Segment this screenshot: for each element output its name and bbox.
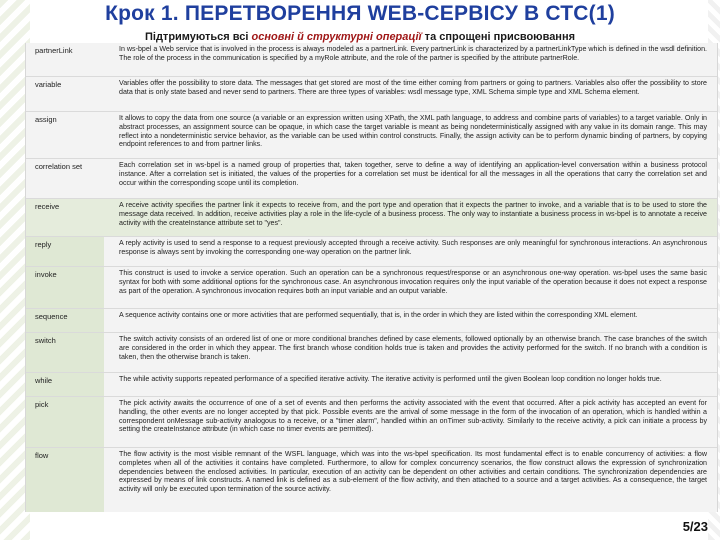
subtitle-text-start: Підтримуються всі — [144, 31, 252, 43]
row-description: It allows to copy the data from one source (a variable or an expression written using XPath, the XML path language, to address and combine parts of variables) to a target variable. Only in abstract processes, an assignment source can be opaque, in which case the target variable is meant as being nondeterministically assigned with any value in its domain range. This may reflect into a nondeterministic service behavior, as the variable can be used within control constructs. Finally, the assign activity can be to perform dynamic binding of partners, by copying endpoint references to and from partner links. — [119, 114, 707, 149]
row-term: flow — [35, 451, 49, 460]
bpel-constructs-table — [25, 43, 718, 512]
row-description: Each correlation set in ws-bpel is a named group of properties that, taken together, serve to define a way of identifying an application-level conversation within a business protocol instance. After a correlation set is initiated, the values of the properties for a correlation set must be identical for all the messages in all the operations that carry the correlation set and occur within the corresponding scope until its completion. — [119, 161, 707, 187]
row-term: reply — [35, 240, 52, 249]
row-term: invoke — [35, 270, 57, 279]
subtitle-text-end: та спрощені присвоювання — [421, 31, 576, 43]
page-number: 5/23 — [682, 519, 708, 534]
row-term: receive — [35, 202, 60, 211]
table-row-switch — [26, 332, 717, 372]
row-term: assign — [35, 115, 57, 124]
table-row-assign — [26, 111, 717, 158]
row-description: Variables offer the possibility to store data. The messages that get stored are most of the time either coming from partners or going to partners. Variables also offer the possibility to store data that is only state based and never send to partners. There are three types of variables: wsdl message type, XML Schema simple type and XML Schema element. — [119, 79, 707, 96]
table-row-reply — [26, 236, 717, 266]
table-row-partnerlink — [26, 43, 717, 76]
table-row-sequence — [26, 308, 717, 332]
row-term: pick — [35, 400, 49, 409]
subtitle-emphasis: основні й структурні операції — [251, 31, 422, 43]
row-term: switch — [35, 336, 56, 345]
row-description: A reply activity is used to send a response to a request previously accepted through a receive activity. Such responses are only meaningful for synchronous interactions. An asynchronous response is always sent by invoking the corresponding one-way operation on the partner link. — [119, 239, 707, 256]
row-description: The flow activity is the most visible remnant of the WSFL language, which was into the ws-bpel specification. Its most fundamental effect is to enable concurrency of activities: a flow completes when all of the activities it contains have completed. Furthermore, to allow for complex concurrency scenarios, the flow construct allows the expression of synchronization dependencies between the enclosed activities. In particular, execution of an activity can be dependent on other activities and certain conditions. The synchronization dependencies are expressed by means of link constructs. A named link is defined as a sub-element of the flow activity, and then attached to a source and a target activities. As a consequence, the target activity will only be executed upon termination of the source activity. — [119, 450, 707, 494]
row-term: while — [35, 376, 53, 385]
row-description: The switch activity consists of an ordered list of one or more conditional branches defined by case elements, followed optionally by an otherwise branch. The case branches of the switch are considered in the order in which they appear. The first branch whose condition holds true is taken and provides the activity performed for the switch. If no branch with a condition is taken, then the otherwise branch is taken. — [119, 335, 707, 361]
row-description: The pick activity awaits the occurrence of one of a set of events and then performs the activity associated with the event that occurred. After a pick activity has accepted an event for handling, the other events are no longer accepted by that pick. Possible events are the arrival of some message in the form of the invocation of an operation, which is handled within a correspondent onMessage sub-activity analogous to a receive, or a "timer alarm", handled within an onTimer sub-activity. Similarly to the receive activity, a pick can initiate a process by setting the createInstance attribute (in which case no timer events are permitted). — [119, 399, 707, 434]
table-row-variable — [26, 76, 717, 111]
row-term: partnerLink — [35, 46, 73, 55]
row-description: A receive activity specifies the partner link it expects to receive from, and the port type and operation that it expects the partner to invoke, and a variable that is to be used to store the message data received. In addition, receive activities play a role in the life-cycle of a business process. The only way to instantiate a business process in ws-bpel is to annotate a receive activity with the createInstance attribute set to "yes". — [119, 201, 707, 227]
row-term: sequence — [35, 312, 68, 321]
row-description: A sequence activity contains one or more activities that are performed sequentially, that is, in the order in which they are listed within the corresponding XML element. — [119, 311, 638, 319]
row-term: variable — [35, 80, 62, 89]
table-row-invoke — [26, 266, 717, 308]
slide-title: Крок 1. ПЕРЕТВОРЕННЯ WEB-СЕРВІСУ В СТС(1) — [105, 2, 615, 25]
table-row-flow — [26, 447, 717, 512]
row-description: This construct is used to invoke a service operation. Such an operation can be a synchronous request/response or an asynchronous one-way operation. ws-bpel uses the same basic syntax for both with some additional options for the synchronous case. An asynchronous invocation requires only the input variable of the operation because it does not expect a response as part of the operation. A synchronous invocation requires both an input variable and an output variable. — [119, 269, 707, 295]
table-row-receive — [26, 198, 717, 236]
table-row-while — [26, 372, 717, 396]
table-row-pick — [26, 396, 717, 447]
row-term: correlation set — [35, 162, 83, 171]
row-description: The while activity supports repeated performance of a specified iterative activity. The iterative activity is performed until the given Boolean loop condition no longer holds true. — [119, 375, 662, 383]
row-description: In ws-bpel a Web service that is involved in the process is always modeled as a partnerLink. Every partnerLink is characterized by a partnerLinkType which is defined in the wsdl definition. The role of the process in the communication is specified by a myRole attribute, and the role of the partner is specified by the attribute partnerRole. — [119, 45, 707, 62]
slide-subtitle — [0, 31, 720, 43]
table-row-correlation-set — [26, 158, 717, 198]
